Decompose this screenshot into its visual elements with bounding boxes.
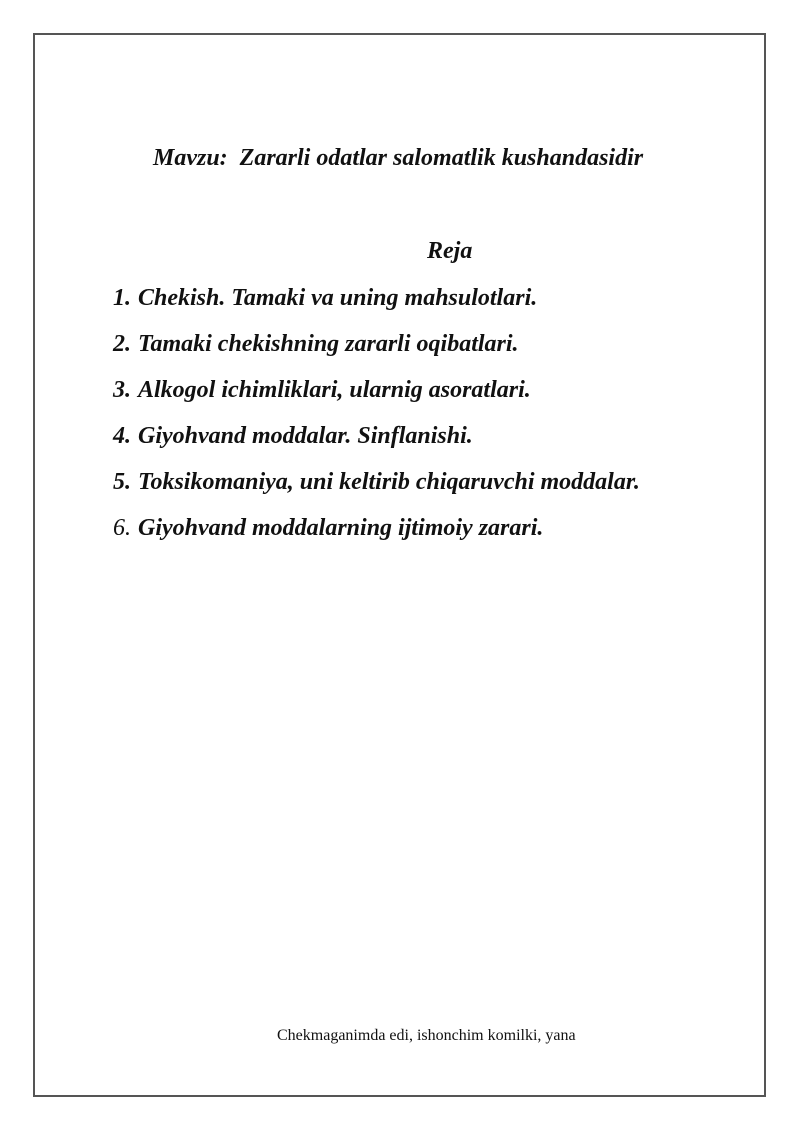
plan-item xyxy=(113,421,640,467)
document-title: Mavzu: Zararli odatlar salomatlik kushandasidir xyxy=(153,145,644,171)
plan-heading: Reja xyxy=(427,238,473,264)
plan-item xyxy=(113,513,640,559)
plan-item-number: 2. xyxy=(113,331,131,357)
plan-item xyxy=(113,283,640,329)
plan-item-number: 1. xyxy=(113,285,131,311)
plan-item-number: 5. xyxy=(113,469,131,495)
plan-list xyxy=(113,283,640,559)
plan-item-number: 3. xyxy=(113,377,131,403)
plan-item xyxy=(113,467,640,513)
page-border xyxy=(33,33,766,1097)
plan-item-text: Chekish. Tamaki va uning mahsulotlari. xyxy=(138,285,538,311)
plan-item-number: 4. xyxy=(113,423,131,449)
plan-item xyxy=(113,329,640,375)
plan-item-text: Giyohvand moddalarning ijtimoiy zarari. xyxy=(138,515,544,541)
plan-item-number: 6. xyxy=(113,515,131,541)
plan-item-text: Giyohvand moddalar. Sinflanishi. xyxy=(138,423,473,449)
footer-text: Chekmaganimda edi, ishonchim komilki, yana xyxy=(277,1027,576,1044)
plan-item xyxy=(113,375,640,421)
plan-item-text: Alkogol ichimliklari, ularnig asoratlari. xyxy=(138,377,531,403)
plan-item-text: Toksikomaniya, uni keltirib chiqaruvchi moddalar. xyxy=(138,469,640,495)
plan-item-text: Tamaki chekishning zararli oqibatlari. xyxy=(138,331,519,357)
